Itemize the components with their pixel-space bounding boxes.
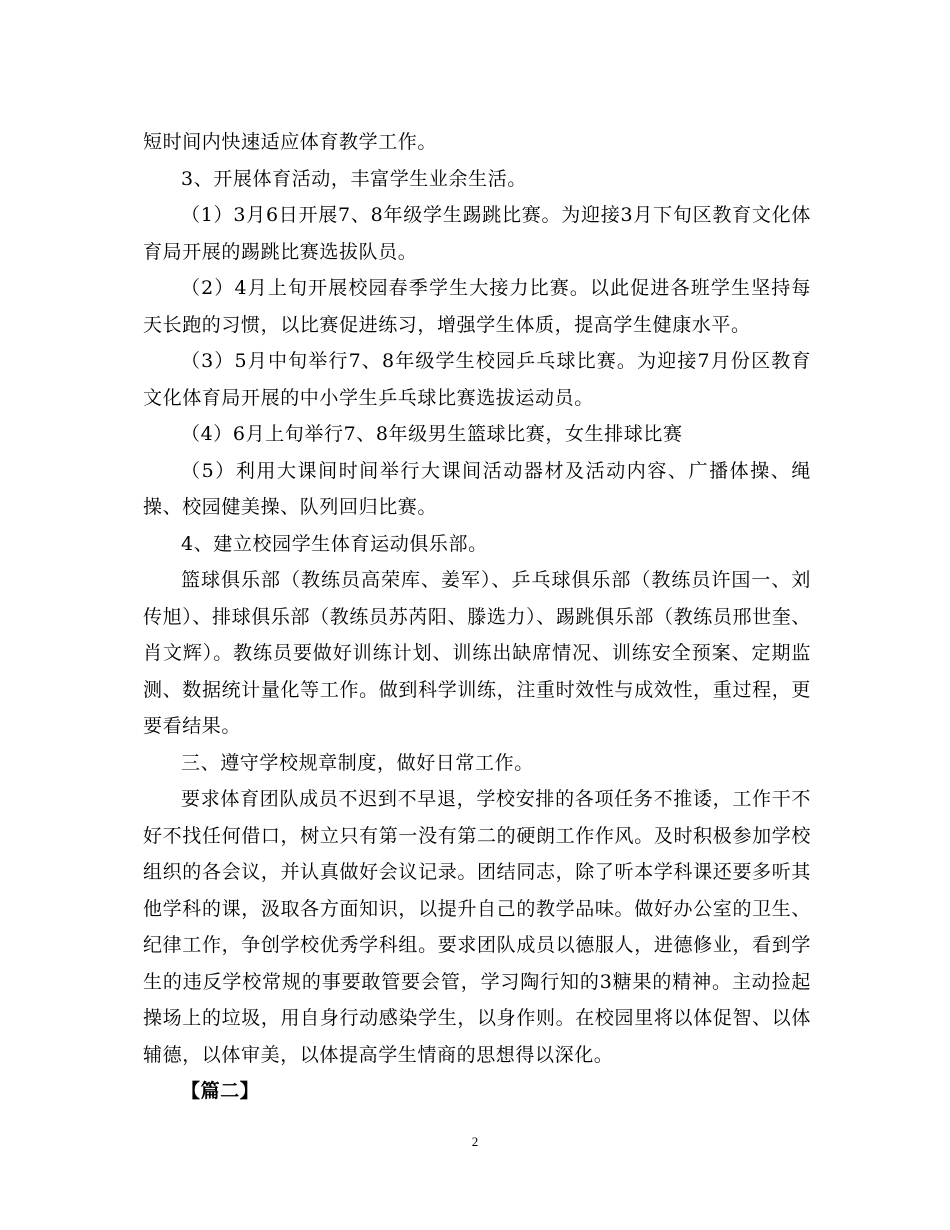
paragraph: 短时间内快速适应体育教学工作。 — [143, 131, 438, 153]
paragraph: 篮球俱乐部（教练员高荣库、姜军）、乒乓球俱乐部（教练员许国一、刘传旭）、排球俱乐部（教练员苏芮阳、滕选力）、踢跳俱乐部（教练员邢世奎、肖文辉）。教练员要做好训练计划、训练出缺席情况、训练安全预案、定期监测、数据统计量化等工作。做到科学训练，注重时效性与成效性，重过程，更要看结果。 — [143, 569, 811, 737]
document-body — [143, 124, 811, 1110]
paragraph: （5）利用大课间时间举行大课间活动器材及活动内容、广播体操、绳操、校园健美操、队列回归比赛。 — [143, 459, 811, 518]
section-heading: 3、开展体育活动，丰富学生业余生活。 — [181, 167, 527, 190]
section-heading: 三、遵守学校规章制度，做好日常工作。 — [181, 751, 534, 774]
paragraph: （1）3月6日开展7、8年级学生踢跳比赛。为迎接3月下旬区教育文化体育局开展的踢跳比赛选拔队员。 — [143, 204, 811, 263]
section-heading: 4、建立校园学生体育运动俱乐部。 — [181, 532, 488, 555]
part-heading: 【篇二】 — [181, 1080, 260, 1102]
paragraph: （2）4月上旬开展校园春季学生大接力比赛。以此促进各班学生坚持每天长跑的习惯，以比赛促进练习，增强学生体质，提高学生健康水平。 — [143, 277, 811, 336]
page-number: 2 — [471, 1134, 479, 1149]
paragraph: （4）6月上旬举行7、8年级男生篮球比赛，女生排球比赛 — [181, 423, 683, 445]
paragraph: （3）5月中旬举行7、8年级学生校园乒乓球比赛。为迎接7月份区教育文化体育局开展的中小学生乒乓球比赛选拔运动员。 — [143, 350, 811, 409]
paragraph: 要求体育团队成员不迟到不早退，学校安排的各项任务不推诿，工作干不好不找任何借口，树立只有第一没有第二的硬朗工作作风。及时积极参加学校组织的各会议，并认真做好会议记录。团结同志，除了听本学科课还要多听其他学科的课，汲取各方面知识，以提升自己的教学品味。做好办公室的卫生、纪律工作，争创学校优秀学科组。要求团队成员以德服人，进德修业，看到学生的违反学校常规的事要敢管要会管，学习陶行知的3糖果的精神。主动捡起操场上的垃圾，用自身行动感染学生，以身作则。在校园里将以体促智、以体辅德，以体审美，以体提高学生情商的思想得以深化。 — [143, 788, 811, 1066]
